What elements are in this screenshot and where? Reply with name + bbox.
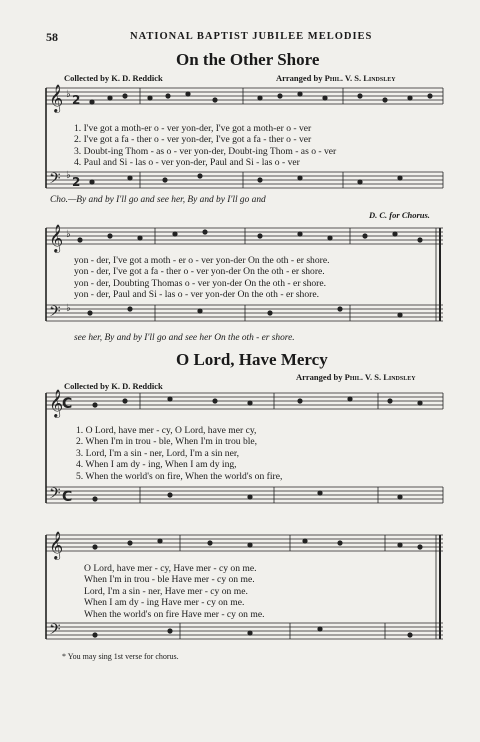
treble-clef-icon: 𝄞: [49, 224, 64, 252]
verse-line: yon - der, Doubting Thomas o - ver yon-der On the oth - er shore.: [74, 277, 327, 289]
verse-line: 4. Paul and Si - las o - ver yon-der, Paul and Si - las o - ver: [74, 157, 300, 169]
footnote: * You may sing 1st verse for chorus.: [62, 652, 179, 661]
svg-text:C: C: [62, 396, 73, 412]
verse-line: yon - der, Paul and Si - las o - ver yon-der On the oth - er shore.: [74, 289, 319, 301]
verse-line: O Lord, have mer - cy, Have mer - cy on me.: [84, 563, 257, 574]
verse-line: 4. When I am dy - ing, When I am dy ing,: [76, 459, 237, 471]
flat-icon: ♭: [66, 229, 71, 240]
arranged-prefix: Arranged by: [276, 73, 323, 83]
verse-line: 2. I've got a fa - ther o - ver yon-der, I've got a fa - ther o - ver: [74, 134, 312, 146]
staff-treble-s2a: [46, 393, 443, 409]
song2-arranger-line: [296, 372, 416, 382]
staff-treble-s1b: [46, 228, 443, 244]
bass-clef-icon: 𝄢: [49, 303, 61, 324]
arranged-prefix: Arranged by: [296, 372, 343, 382]
verse-line: 3. Lord, I'm a sin - ner, Lord, I'm a sin ner,: [76, 447, 240, 459]
verse-line: 1. I've got a moth-er o - ver yon-der, I've got a moth-er o - ver: [74, 123, 312, 134]
arranger-name: Phil. V. S. Lindsley: [324, 73, 396, 83]
flat-icon: ♭: [66, 89, 71, 100]
verse-line: 1. O Lord, have mer - cy, O Lord, have mer cy,: [76, 425, 257, 436]
flat-icon: ♭: [66, 170, 71, 181]
bass-clef-icon: 𝄢: [49, 170, 61, 191]
song1-collected: Collected by K. D. Reddick: [64, 73, 163, 83]
svg-text:2: 2: [72, 93, 81, 107]
verse-line: When the world's on fire Have mer - cy on me.: [84, 608, 265, 620]
verse-line: 2. When I'm in trou - ble, When I'm in trou ble,: [76, 436, 258, 448]
staff-bass-s1a: [46, 172, 443, 188]
arranger-name: Phil. V. S. Lindsley: [344, 372, 416, 382]
verse-line: 5. When the world's on fire, When the world's on fire,: [76, 470, 283, 482]
song2-verses-b: [84, 563, 264, 620]
verse-line: 3. Doubt-ing Thom - as o - ver yon-der, Doubt-ing Thom - as o - ver: [74, 145, 337, 157]
verse-line: When I am dy - ing Have mer - cy on me.: [84, 597, 245, 609]
song2-title: O Lord, Have Mercy: [176, 350, 328, 369]
song1-title: On the Other Shore: [176, 50, 320, 69]
staff-bass-s2b: [46, 623, 443, 639]
page-number: 58: [46, 30, 58, 44]
dc-for-chorus: D. C. for Chorus.: [369, 210, 430, 220]
song2-verses-a: [76, 425, 282, 482]
svg-text:C: C: [62, 489, 73, 505]
song1-verses-a: [74, 123, 336, 169]
verse-line: When I'm in trou - ble Have mer - cy on me.: [84, 574, 255, 586]
song1-verses-b: [74, 255, 330, 301]
treble-clef-icon: 𝄞: [49, 389, 64, 417]
verse-line: yon - der, I've got a moth - er o - ver yon-der On the oth - er shore.: [74, 255, 330, 266]
song2-collected: Collected by K. D. Reddick: [64, 381, 163, 391]
staff-bass-s2a: [46, 487, 443, 503]
bass-clef-icon: 𝄢: [49, 485, 61, 506]
song1-chorus-a: Cho.—By and by I'll go and see her, By and by I'll go and: [50, 195, 266, 205]
treble-clef-icon: 𝄞: [49, 84, 64, 112]
song1-chorus-b: see her, By and by I'll go and see her On the oth - er shore.: [74, 333, 295, 343]
verse-line: Lord, I'm a sin - ner, Have mer - cy on me.: [84, 585, 248, 597]
running-title: NATIONAL BAPTIST JUBILEE MELODIES: [130, 31, 373, 42]
treble-clef-icon: 𝄞: [49, 531, 64, 559]
svg-text:2: 2: [72, 175, 81, 189]
staff-bass-s1b: [46, 305, 443, 321]
bass-clef-icon: 𝄢: [49, 621, 61, 642]
flat-icon: ♭: [66, 303, 71, 314]
staff-treble-s2b: [46, 535, 443, 551]
verse-line: yon - der, I've got a fa - ther o - ver yon-der On the oth - er shore.: [74, 266, 325, 278]
